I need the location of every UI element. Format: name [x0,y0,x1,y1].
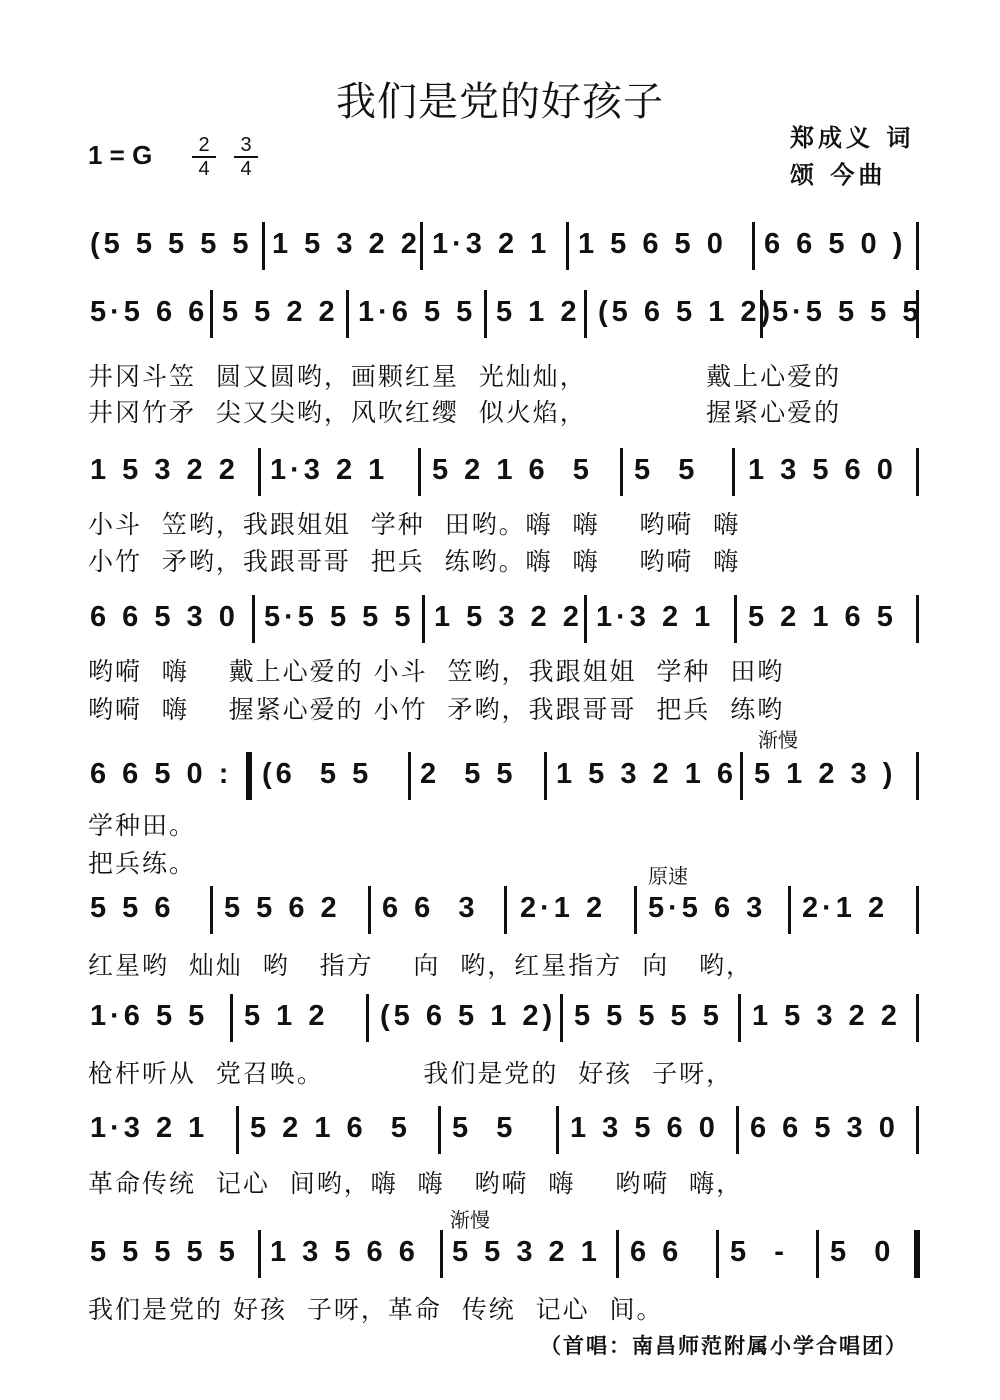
measure: 5 1 2 [244,1000,329,1032]
barline [620,448,623,496]
measure: 1 5 3 2 2 [90,454,239,486]
barline [262,222,265,270]
barline [210,886,213,934]
barline [366,994,369,1042]
measure: 5·5 6 6 [90,296,209,328]
measure: 5 2 1 6 5 [432,454,593,486]
measure: 5 - [730,1236,788,1268]
barline [556,1106,559,1154]
score-system-1 [0,222,1000,292]
measure: 1·3 2 1 [596,601,715,633]
score-system-2 [0,290,1000,360]
measure: 1 5 3 2 2 [272,228,421,260]
lyric-line: 把兵练。 [88,849,197,878]
barline [916,1106,919,1154]
time-signature-3-4: 3 4 [234,134,258,180]
measure: 1 5 6 5 0 [578,228,727,260]
measure: 5 1 2 3 ) [754,758,897,790]
measure: 1 3 5 6 6 [270,1236,419,1268]
lyric-line: 红星哟 灿灿 哟 指方 向 哟，红星指方 向 哟， [88,951,754,980]
measure: 5 5 6 [90,892,175,924]
performer-credit: （首唱：南昌师范附属小学合唱团） [540,1334,908,1358]
barline [584,595,587,643]
lyricist-credit: 郑成义 词 [790,124,915,152]
time-signature-2-4: 2 4 [192,134,216,180]
measure: 6 6 5 3 0 [750,1112,899,1144]
measure: 5 5 5 5 5 [574,1000,723,1032]
barline [418,448,421,496]
measure: (6 5 5 [262,758,373,790]
barline [584,290,587,338]
barline [236,1106,239,1154]
lyric-line: 学种田。 [88,811,197,840]
barline [420,222,423,270]
barline [408,752,411,800]
barline [560,994,563,1042]
measure: 1 5 3 2 2 [752,1000,901,1032]
measure: 5·5 6 3 [648,892,767,924]
tempo-marking: 渐慢 [758,728,798,752]
final-barline [914,1230,920,1278]
barline [916,752,919,800]
barline [736,1106,739,1154]
composer-credit: 颂 今曲 [790,161,887,189]
measure: 5·5 5 5 5 [772,296,923,328]
measure: 6 6 [630,1236,683,1268]
barline [916,448,919,496]
barline [504,886,507,934]
barline [738,994,741,1042]
barline [346,290,349,338]
measure: 5 5 2 2 [222,296,339,328]
barline [916,595,919,643]
repeat-barline [246,752,252,800]
measure: 1 5 3 2 2 [434,601,583,633]
barline [916,222,919,270]
measure: 1·6 5 5 [90,1000,209,1032]
lyric-line: 井冈竹矛 尖又尖哟，风吹红缨 似火焰， 握紧心爱的 [88,398,842,427]
barline [616,1230,619,1278]
measure: 6 6 5 0 ) [764,228,907,260]
tempo-marking: 渐慢 [450,1208,490,1232]
measure: 5 5 3 2 1 [452,1236,601,1268]
barline [916,886,919,934]
barline [544,752,547,800]
measure: 5 5 [634,454,699,486]
barline [484,290,487,338]
barline [422,595,425,643]
measure: 5 5 6 2 [224,892,341,924]
measure: 5·5 5 5 5 [264,601,415,633]
barline [916,290,919,338]
lyric-line: 革命传统 记心 间哟，嗨 嗨 哟嗬 嗨 哟嗬 嗨， [88,1169,744,1198]
key-signature: 1 = G [88,140,153,170]
barline [258,448,261,496]
barline [916,994,919,1042]
measure: 1 3 5 6 0 [748,454,897,486]
measure: 5 5 [452,1112,517,1144]
measure: 6 6 3 [382,892,479,924]
measure: 1·3 2 1 [90,1112,209,1144]
measure: 5 1 2 [496,296,581,328]
barline [368,886,371,934]
song-title: 我们是党的好孩子 [336,79,664,125]
barline [816,1230,819,1278]
measure: 5 2 1 6 5 [250,1112,411,1144]
measure: 1·3 2 1 [270,454,389,486]
lyric-line: 小斗 笠哟，我跟姐姐 学种 田哟。嗨 嗨 哟嗬 嗨 [88,510,741,539]
measure: 2 5 5 [420,758,517,790]
measure: 6 6 5 0 : [90,758,233,790]
barline [566,222,569,270]
measure: 1·6 5 5 [358,296,477,328]
barline [732,448,735,496]
barline [734,595,737,643]
barline [752,222,755,270]
measure: (5 6 5 1 2) [598,296,775,328]
measure: 1 5 3 2 1 6 [556,758,738,790]
barline [788,886,791,934]
tempo-marking: 原速 [648,864,688,888]
measure: 5 2 1 6 5 [748,601,897,633]
lyric-line: 哟嗬 嗨 握紧心爱的 小竹 矛哟，我跟哥哥 把兵 练哟 [88,695,785,724]
barline [760,290,763,338]
measure: 6 6 5 3 0 [90,601,239,633]
lyric-line: 哟嗬 嗨 戴上心爱的 小斗 笠哟，我跟姐姐 学种 田哟 [88,657,785,686]
barline [252,595,255,643]
barline [716,1230,719,1278]
lyric-line: 井冈斗笠 圆又圆哟，画颗红星 光灿灿， 戴上心爱的 [88,362,842,391]
measure: 2·1 2 [520,892,607,924]
lyric-line: 枪杆听从 党召唤。 我们是党的 好孩 子呀， [88,1059,734,1088]
barline [210,290,213,338]
barline [258,1230,261,1278]
measure: 2·1 2 [802,892,889,924]
measure: 5 0 [830,1236,895,1268]
barline [634,886,637,934]
measure: (5 5 5 5 5 [90,228,253,260]
barline [740,752,743,800]
measure: (5 6 5 1 2) [380,1000,557,1032]
measure: 1·3 2 1 [432,228,551,260]
barline [230,994,233,1042]
lyric-line: 我们是党的 好孩 子呀，革命 传统 记心 间。 [88,1295,664,1324]
measure: 1 3 5 6 0 [570,1112,719,1144]
barline [438,1106,441,1154]
barline [440,1230,443,1278]
measure: 5 5 5 5 5 [90,1236,239,1268]
lyric-line: 小竹 矛哟，我跟哥哥 把兵 练哟。嗨 嗨 哟嗬 嗨 [88,547,741,576]
